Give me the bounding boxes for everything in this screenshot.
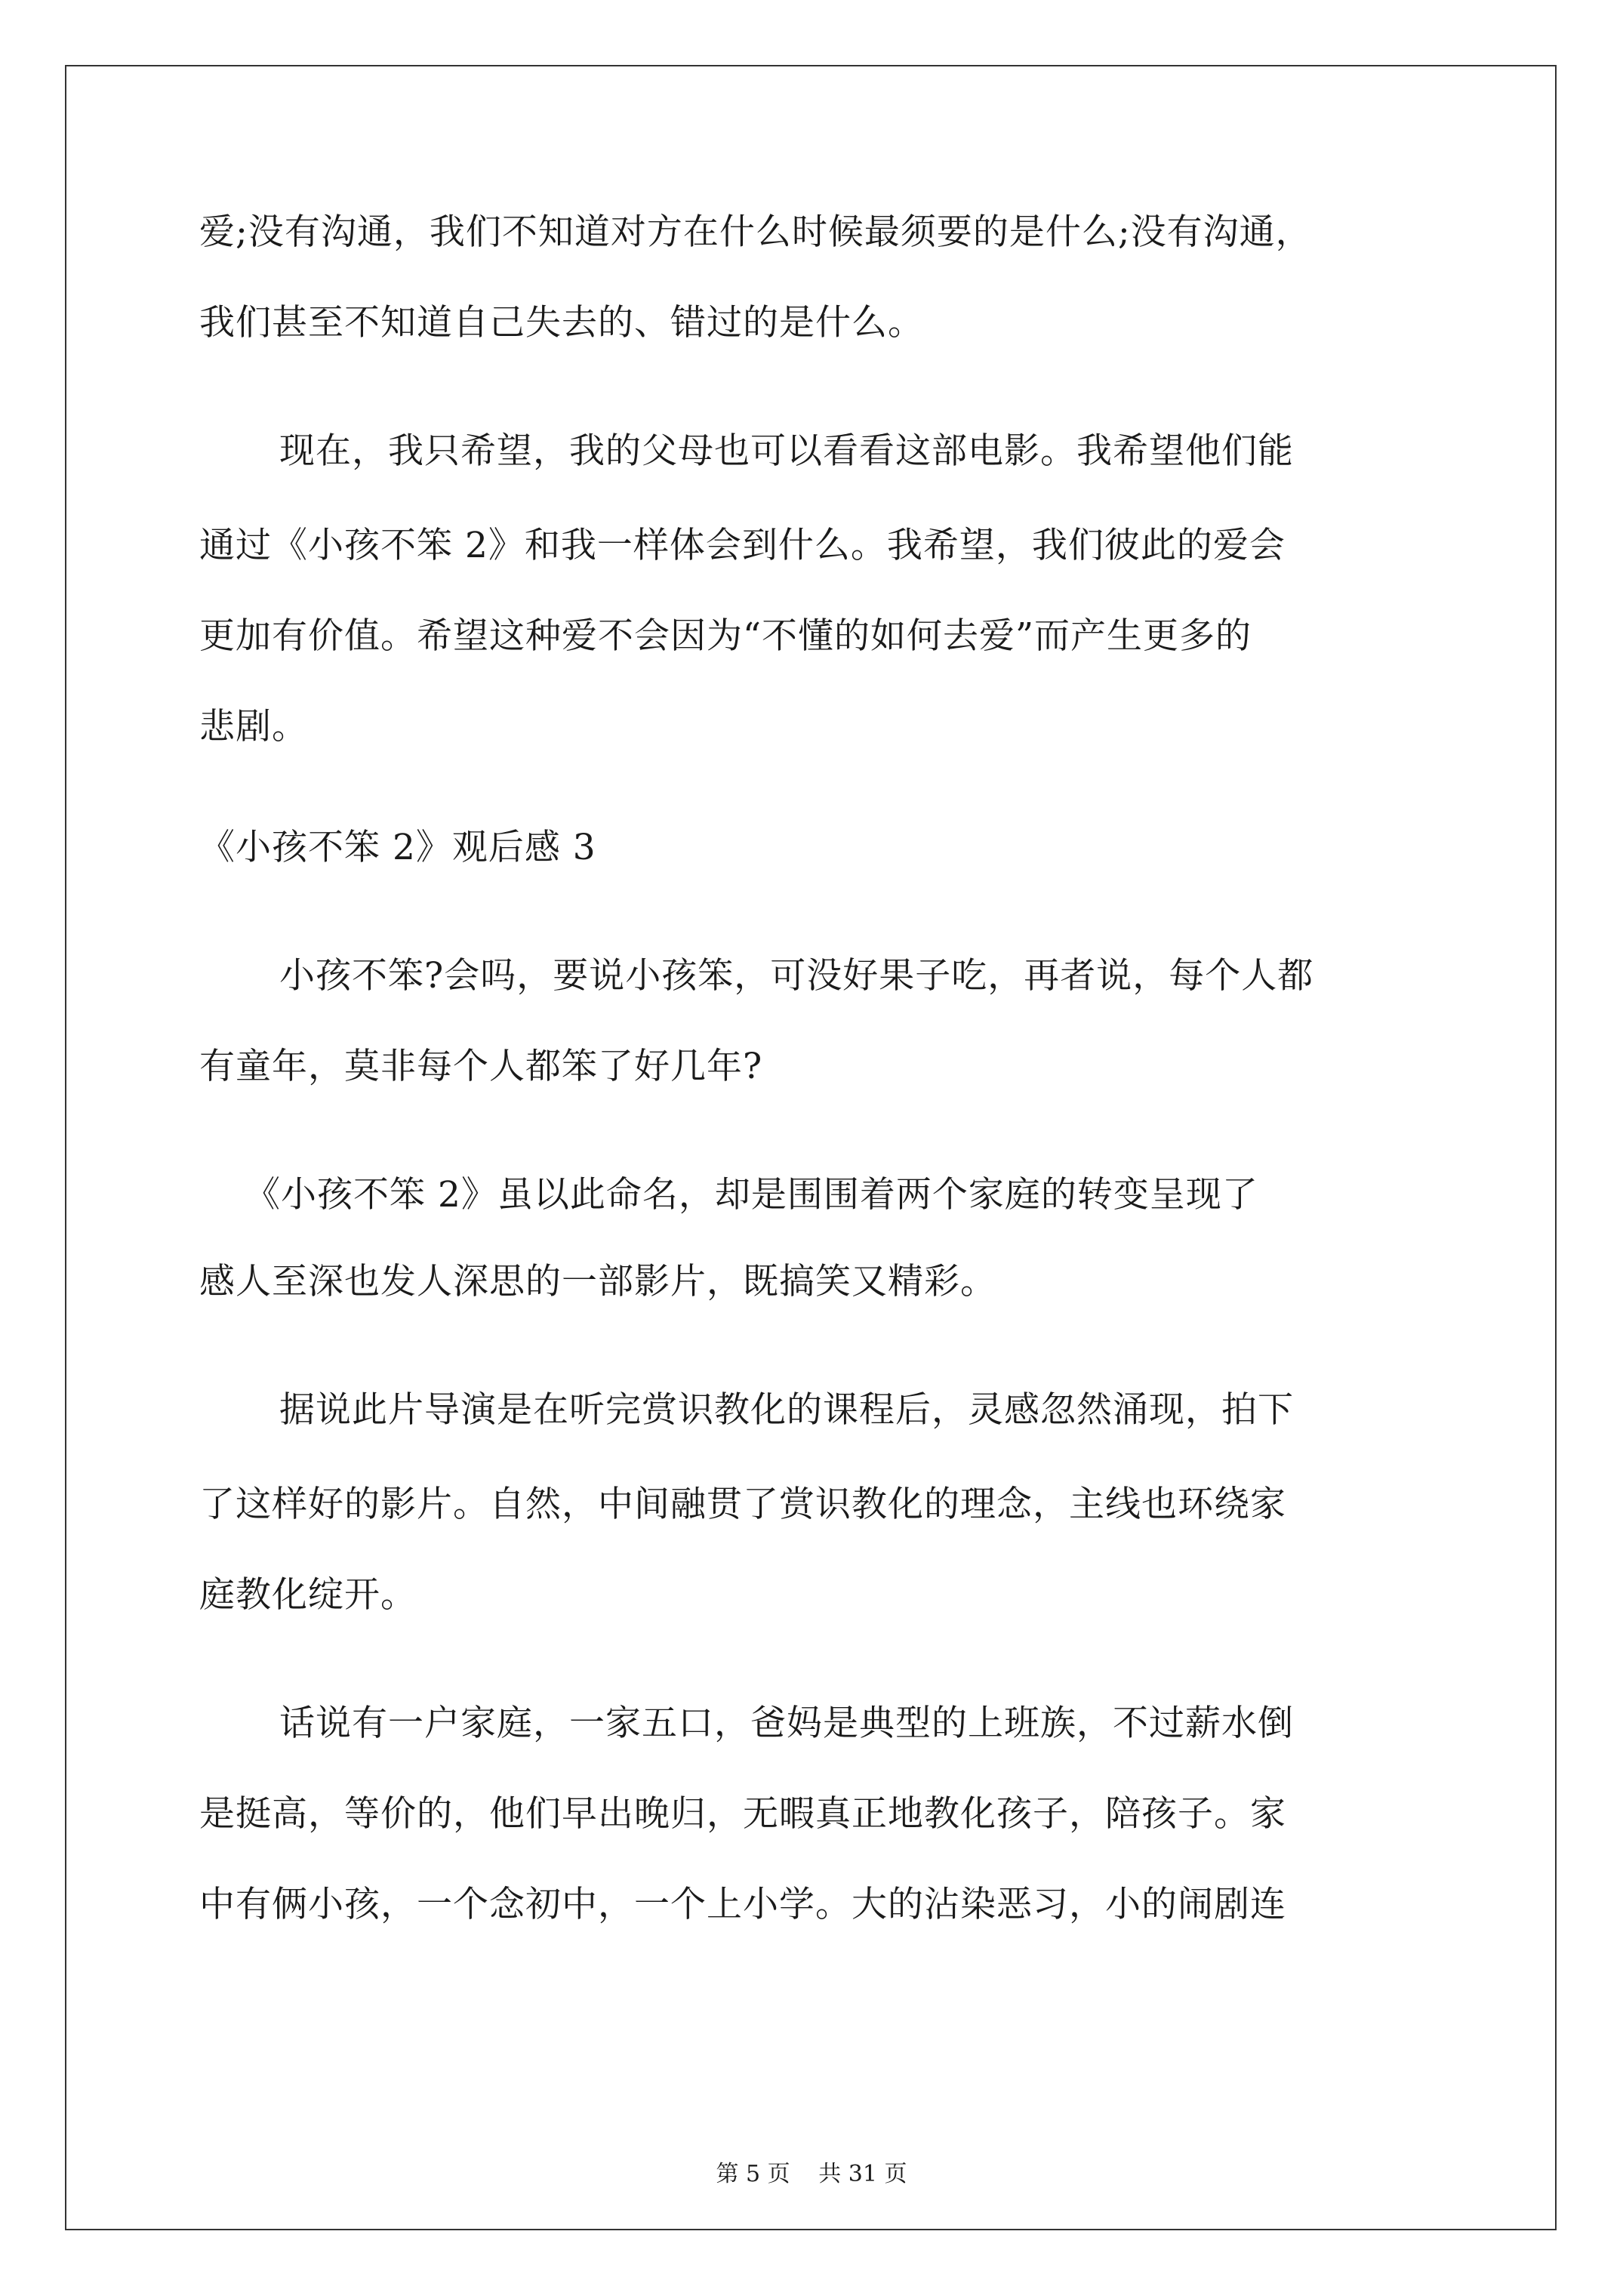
text-line: 庭教化绽开。 [199, 1574, 417, 1616]
page-number: 第 5 页 [716, 2161, 790, 2187]
text-line: 通过《小孩不笨 2》和我一样体会到什么。我希望，我们彼此的爱会 [199, 525, 1286, 566]
text-line: 中有俩小孩，一个念初中，一个上小学。大的沾染恶习，小的闹剧连 [199, 1884, 1286, 1925]
text-line: 悲剧。 [199, 706, 308, 747]
paragraph-start: 小孩不笨?会吗，要说小孩笨，可没好果子吃，再者说，每个人都 [279, 955, 1314, 997]
text-line: 有童年，莫非每个人都笨了好几年? [199, 1046, 763, 1087]
text-line: 是挺高，等价的，他们早出晚归，无暇真正地教化孩子，陪孩子。家 [199, 1793, 1286, 1835]
paragraph-start: 话说有一户家庭，一家五口，爸妈是典型的上班族，不过薪水倒 [279, 1703, 1294, 1744]
section-heading: 《小孩不笨 2》观后感 3 [199, 827, 596, 868]
text-line: 感人至深也发人深思的一部影片，既搞笑又精彩。 [199, 1261, 996, 1302]
paragraph-start: 据说此片导演是在听完赏识教化的课程后，灵感忽然涌现，拍下 [279, 1389, 1294, 1431]
page-total: 共 31 页 [818, 2161, 907, 2187]
page-footer [0, 2159, 1623, 2190]
text-line: 爱;没有沟通，我们不知道对方在什么时候最须要的是什么;没有沟通， [199, 211, 1312, 253]
paragraph-start: 现在，我只希望，我的父母也可以看看这部电影。我希望他们能 [279, 430, 1294, 472]
text-line: 了这样好的影片。自然，中间融贯了赏识教化的理念，主线也环绕家 [199, 1484, 1286, 1525]
text-line: 更加有价值。希望这种爱不会因为“不懂的如何去爱”而产生更多的 [199, 615, 1252, 657]
text-line: 我们甚至不知道自己失去的、错过的是什么。 [199, 302, 924, 344]
paragraph-start: 《小孩不笨 2》虽以此命名，却是围围着两个家庭的转变呈现了 [245, 1174, 1258, 1216]
